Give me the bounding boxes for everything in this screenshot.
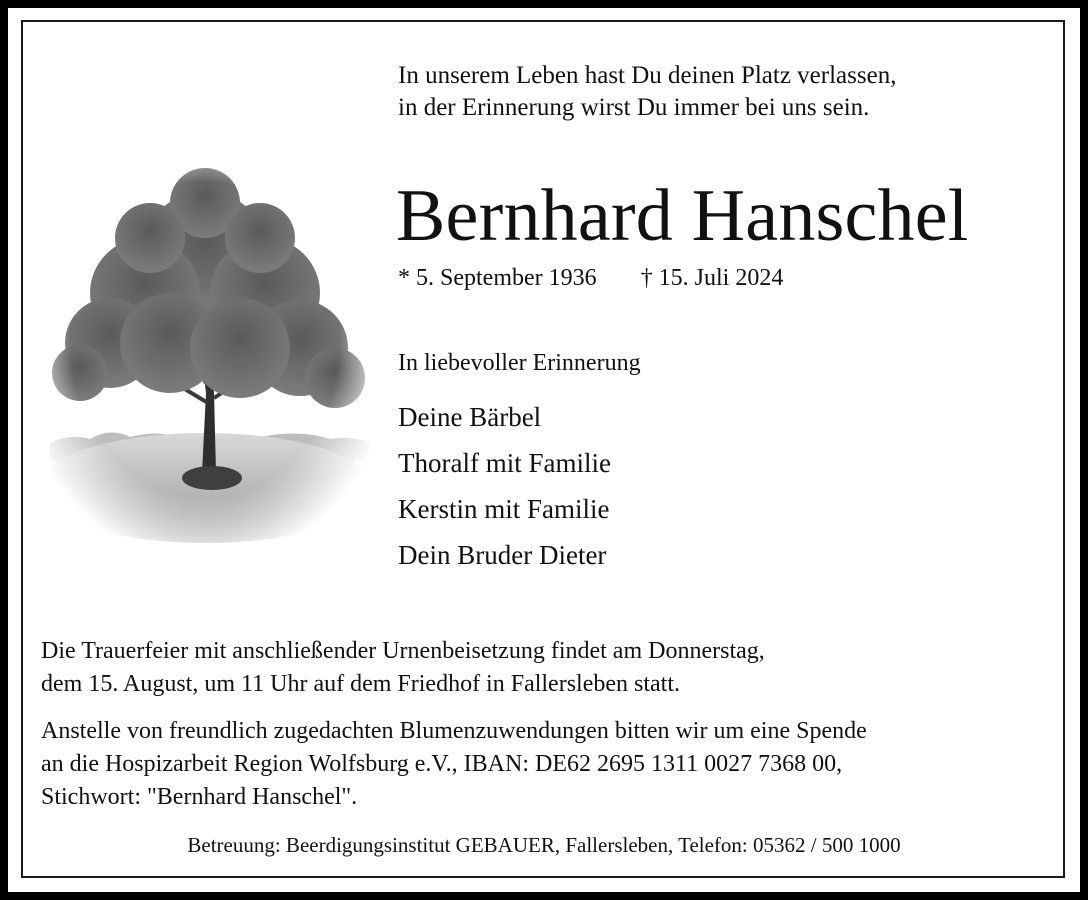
mourner-item: Thoralf mit Familie [398,448,611,478]
mourner-item: Dein Bruder Dieter [398,540,607,570]
mourner-item: Deine Bärbel [398,402,542,432]
funeral-line-1: Die Trauerfeier mit anschließender Urnenbeisetzung findet am Donnerstag, [41,638,765,664]
mourners-list [398,396,611,580]
deceased-name: Bernhard Hanschel [396,175,969,257]
motto-line-2: in der Erinnerung wirst Du immer bei uns sein. [398,94,870,121]
life-dates [398,263,783,293]
funeral-info [41,635,765,701]
donation-line-2: an die Hospizarbeit Region Wolfsburg e.V., IBAN: DE62 2695 1311 0027 7368 00, [41,751,843,777]
donation-line-1: Anstelle von freundlich zugedachten Blumenzuwendungen bitten wir um eine Spende [41,718,867,744]
motto-line-1: In unserem Leben hast Du deinen Platz verlassen, [398,62,897,89]
birth-date: * 5. September 1936 [398,265,597,291]
funeral-home-footer: Betreuung: Beerdigungsinstitut GEBAUER, Fallersleben, Telefon: 05362 / 500 1000 [187,833,901,857]
tree-icon [30,143,380,553]
motto [398,60,896,124]
obituary-notice [8,8,1080,892]
remembrance-intro: In liebevoller Erinnerung [398,350,641,376]
mourner-item: Kerstin mit Familie [398,494,610,524]
donation-info [41,715,867,814]
funeral-line-2: dem 15. August, um 11 Uhr auf dem Friedhof in Fallersleben statt. [41,671,681,697]
donation-line-3: Stichwort: "Bernhard Hanschel". [41,784,358,810]
death-date: † 15. Juli 2024 [640,265,784,291]
